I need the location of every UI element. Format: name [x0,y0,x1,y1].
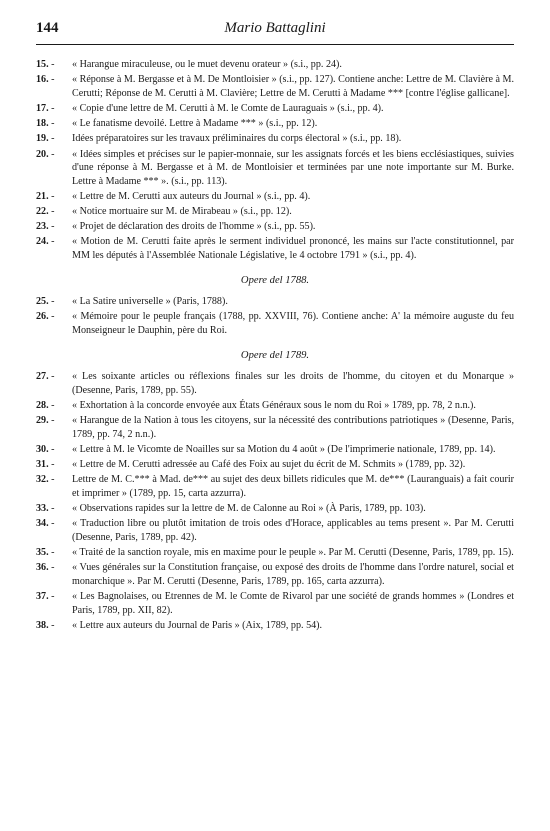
entry-number: 17. [36,102,49,114]
entry-text: Lettre de M. C.*** à Mad. de*** au sujet des deux billets ridicules que M. de*** (Lauranguais) a fait courir et imprimer » (1789, pp. 15, carta azzurra). [72,474,514,499]
entry-text: « Exhortation à la concorde envoyée aux États Généraux sous le nom du Roi » 1789, pp. 78, 2 n.n.). [72,400,476,411]
entry-text: « Les soixante articles ou réflexions finales sur les droits de l'homme, du citoyen et du Monarque » (Desenne, Paris, 1789, pp. 55). [72,371,514,396]
entry-text: Idées préparatoires sur les travaux préliminaires du corps électoral » (s.i., pp. 18). [72,133,402,145]
entry-text: « Observations rapides sur la lettre de M. de Calonne au Roi » (À Paris, 1789, pp. 103). [72,503,426,515]
entry-number: 28. [36,400,49,411]
entry-text: « Vues générales sur la Constitution française, ou exposé des droits de l'homme dans l'ordre naturel, social et monarchique ». Par M. Cerutti (Desenne, Paris, 1789, pp. 165, carta azzurra). [72,562,514,587]
entry-number: 27. [36,371,49,383]
entry-number: 15. [36,59,49,70]
bibliography-entry: 26. - « Mémoire pour le peuple français (1788, pp. XXVIII, 76). Contiene anche: A' la mémoire auguste du feu Monseigneur le Dauphin, père du Roi. [36,311,514,337]
entry-text: « Notice mortuaire sur M. de Mirabeau » (s.i., pp. 12). [72,206,292,218]
bibliography-entry: 34. - « Traduction libre ou plutôt imitation de trois odes d'Horace, applicables au tems present ». Par M. Cerutti (Desenne, Paris, 1789, pp. 42). [36,518,514,543]
bibliography-entry: 37. - « Les Bagnolaises, ou Etrennes de M. le Comte de Rivarol par une société de grands hommes » (Londres et Paris, 1789, pp. XII, 82). [36,591,514,616]
bibliography-entry: 17. - « Copie d'une lettre de M. Cerutti à M. le Comte de Lauraguais » (s.i., pp. 4). [36,102,384,114]
bibliography-list [36,58,514,634]
bibliography-entry: 31. - « Lettre de M. Cerutti adressée au Café des Foix au sujet du écrit de M. Schmits » (1789, pp. 32). [36,459,466,471]
bibliography-entry: 23. - « Projet de déclaration des droits de l'homme » (s.i., pp. 55). [36,221,316,233]
bibliography-entry: 36. - « Vues générales sur la Constitution française, ou exposé des droits de l'homme dans l'ordre naturel, social et monarchique ». Par M. Cerutti (Desenne, Paris, 1789, pp. 165, carta azzurra). [36,562,514,587]
entry-text: « Lettre de M. Cerutti adressée au Café des Foix au sujet du écrit de M. Schmits » (1789, pp. 32). [72,459,466,471]
entry-number: 19. [36,133,49,145]
entry-number: 26. [36,311,49,323]
entry-text: « Le fanatisme devoilé. Lettre à Madame *** » (s.i., pp. 12). [72,118,318,130]
bibliography-entry: 29. - « Harangue de la Nation à tous les citoyens, sur la nécessité des contributions patriotiques » (Desenne, Paris, 1789, pp. 74, 2 n.n.). [36,415,514,440]
entry-number: 20. [36,148,49,160]
bibliography-entry: 15. - « Harangue miraculeuse, ou le muet devenu orateur » (s.i., pp. 24). [36,59,342,70]
entry-text: « Les Bagnolaises, ou Etrennes de M. le Comte de Rivarol par une société de grands hommes » (Londres et Paris, 1789, pp. XII, 82). [72,591,514,616]
entry-number: 34. [36,518,49,530]
entry-text: « Mémoire pour le peuple français (1788, pp. XXVIII, 76). Contiene anche: A' la mémoire auguste du feu Monseigneur le Dauphin, père du Roi. [72,311,514,337]
entry-number: 16. [36,74,49,86]
bibliography-entry: 16. - « Réponse à M. Bergasse et à M. De Montloisier » (s.i., pp. 127). Contiene anche: Lettre de M. Clavière à M. Cerutti; Réponse de M. Cerutti à M. Clavière; Lettre de M. Cerutti à Madame *** [contre l'église gallicane]. [36,74,514,99]
entry-number: 32. [36,474,49,486]
bibliography-entry: 24. - « Motion de M. Cerutti faite après le serment individuel prononcé, les mains sur l'acte constitutionnel, par MM les députés à l'Assemblée Nationale Législative, le 4 octobre 1791 » (s.i., pp. 4). [36,236,514,262]
entry-text: « Lettre de M. Cerutti aux auteurs du Journal » (s.i., pp. 4). [72,190,311,202]
entry-text: « Harangue miraculeuse, ou le muet devenu orateur » (s.i., pp. 24). [72,59,342,70]
entry-number: 37. [36,591,49,603]
bibliography-entry: 21. - « Lettre de M. Cerutti aux auteurs du Journal » (s.i., pp. 4). [36,190,311,202]
entry-text: « Idées simples et précises sur le papier-monnaie, sur les assignats forcés et les biens ecclésiastiques, suivies d'une réponse à M. Bergasse et à M. de Montloisier et terminées par une note importante sur M. Burke. Lettre à Madame *** ». (s.i., pp. 113). [72,148,514,187]
section-heading: Opere del 1788. [240,274,310,286]
bibliography-entry: 25. - « La Satire universelle » (Paris, 1788). [36,296,228,308]
entry-number: 21. [36,190,49,202]
bibliography-entry: 28. - « Exhortation à la concorde envoyée aux États Généraux sous le nom du Roi » 1789, pp. 78, 2 n.n.). [36,400,476,411]
entry-text: « La Satire universelle » (Paris, 1788). [72,296,228,308]
entry-text: « Traduction libre ou plutôt imitation de trois odes d'Horace, applicables au tems present ». Par M. Cerutti (Desenne, Paris, 1789, pp. 42). [72,518,514,543]
page-header [36,18,514,45]
bibliography-entry: 22. - « Notice mortuaire sur M. de Mirabeau » (s.i., pp. 12). [36,206,292,218]
entry-text: « Projet de déclaration des droits de l'homme » (s.i., pp. 55). [72,221,316,233]
page-number: 144 [36,20,59,36]
bibliography-entry: 33. - « Observations rapides sur la lettre de M. de Calonne au Roi » (À Paris, 1789, pp. 103). [36,503,426,515]
entry-number: 24. [36,236,49,248]
entry-text: « Motion de M. Cerutti faite après le serment individuel prononcé, les mains sur l'acte constitutionnel, par MM les députés à l'Assemblée Nationale Législative, le 4 octobre 1791 » (s.i., pp. 4). [72,236,514,262]
entry-number: 33. [36,503,49,515]
entry-number: 38. [36,619,49,631]
running-title: Mario Battaglini [224,20,326,36]
entry-number: 31. [36,459,49,471]
entry-text: « Harangue de la Nation à tous les citoyens, sur la nécessité des contributions patriotiques » (Desenne, Paris, 1789, pp. 74, 2 n.n.). [72,415,514,440]
bibliography-entry: 35. - « Traité de la sanction royale, mis en maxime pour le peuple ». Par M. Cerutti (Desenne, Paris, 1789, pp. 15). [36,547,514,559]
entry-text: « Lettre à M. le Vicomte de Noailles sur sa Motion du 4 août » (De l'imprimerie nationale, 1789, pp. 14). [72,443,496,455]
entry-text: « Copie d'une lettre de M. Cerutti à M. le Comte de Lauraguais » (s.i., pp. 4). [72,102,384,114]
bibliography-entry: 19. - Idées préparatoires sur les travaux préliminaires du corps électoral » (s.i., pp. 18). [36,133,402,145]
entry-number: 25. [36,296,49,308]
entry-number: 29. [36,415,49,427]
entry-number: 36. [36,562,49,574]
entry-text: « Réponse à M. Bergasse et à M. De Montloisier » (s.i., pp. 127). Contiene anche: Lettre de M. Clavière à M. Cerutti; Réponse de M. Cerutti à M. Clavière; Lettre de M. Cerutti à Madame *** [contre l'église gallicane]. [72,74,514,99]
bibliography-entry: 32. - Lettre de M. C.*** à Mad. de*** au sujet des deux billets ridicules que M. de*** (Lauranguais) a fait courir et imprimer » (1789, pp. 15, carta azzurra). [36,474,514,499]
entry-number: 35. [36,547,49,559]
entry-number: 22. [36,206,49,218]
entry-text: « Traité de la sanction royale, mis en maxime pour le peuple ». Par M. Cerutti (Desenne, Paris, 1789, pp. 15). [72,547,514,559]
bibliography-entry: 27. - « Les soixante articles ou réflexions finales sur les droits de l'homme, du citoyen et du Monarque » (Desenne, Paris, 1789, pp. 55). [36,371,514,396]
bibliography-entry: 20. - « Idées simples et précises sur le papier-monnaie, sur les assignats forcés et les biens ecclésiastiques, suivies d'une réponse à M. Bergasse et à M. de Montloisier et terminées par une note importante sur M. Burke. Lettre à Madame *** ». (s.i., pp. 113). [36,148,514,187]
section-heading: Opere del 1789. [240,349,310,361]
entry-number: 18. [36,118,49,130]
bibliography-entry: 18. - « Le fanatisme devoilé. Lettre à Madame *** » (s.i., pp. 12). [36,118,318,130]
bibliography-entry: 30. - « Lettre à M. le Vicomte de Noailles sur sa Motion du 4 août » (De l'imprimerie nationale, 1789, pp. 14). [36,443,496,455]
bibliography-entry: 38. - « Lettre aux auteurs du Journal de Paris » (Aix, 1789, pp. 54). [36,619,323,631]
entry-text: « Lettre aux auteurs du Journal de Paris » (Aix, 1789, pp. 54). [72,619,323,631]
entry-number: 30. [36,443,49,455]
entry-number: 23. [36,221,49,233]
